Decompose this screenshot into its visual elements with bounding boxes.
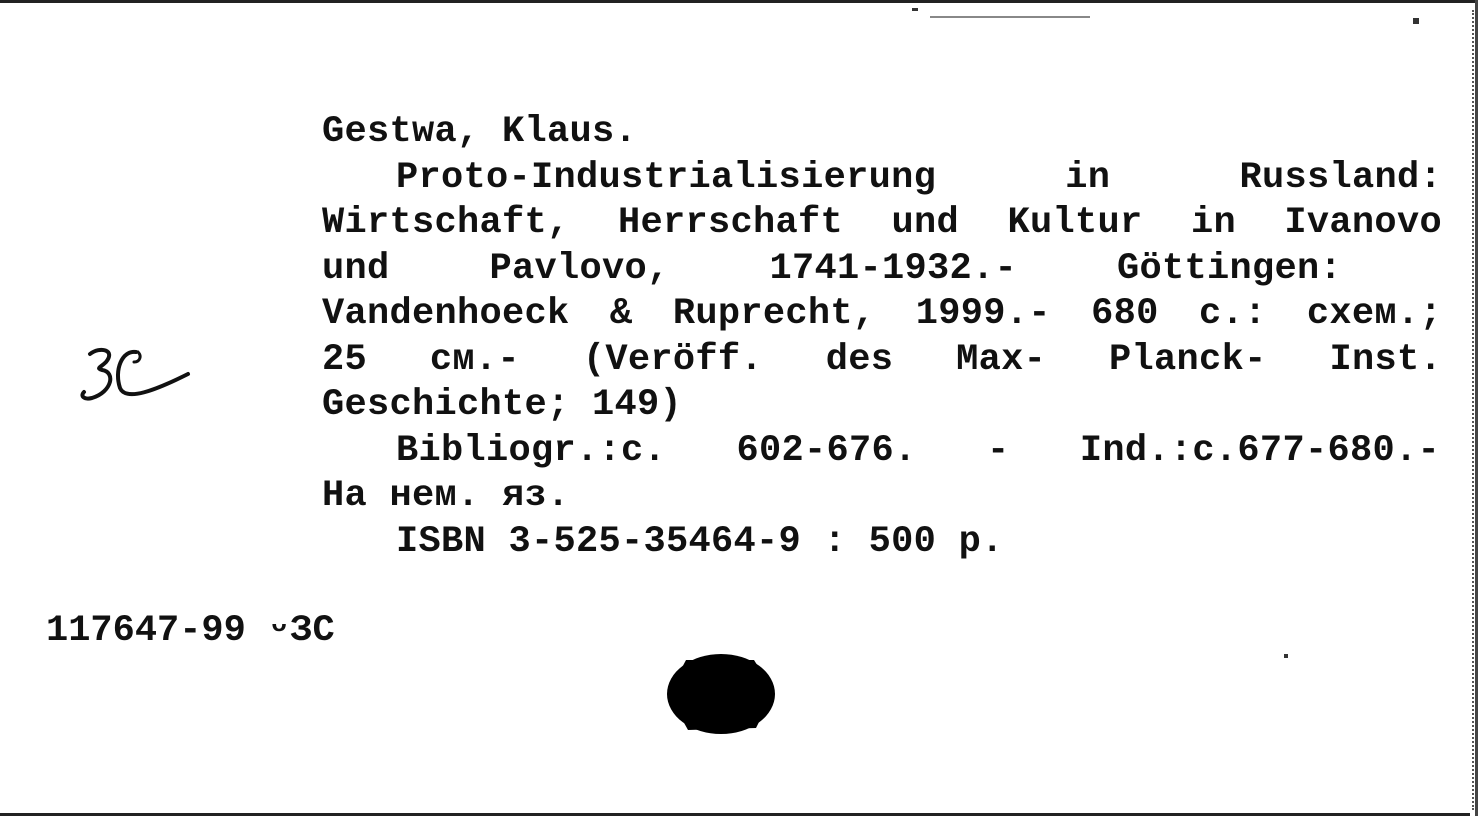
author-line	[322, 110, 1442, 156]
text-word: схем.;	[1306, 293, 1442, 335]
text-word: 602-676.	[736, 429, 917, 472]
text-word: des	[825, 338, 894, 381]
text-word: Ruprecht,	[672, 293, 876, 335]
text-word: Russland:	[1239, 156, 1442, 199]
text-word: Kultur	[1007, 202, 1143, 244]
text-word: Inst.	[1329, 338, 1442, 381]
speck	[930, 16, 1090, 18]
title-line-1	[322, 156, 1442, 202]
language-line	[322, 474, 1442, 520]
text-word: Bibliogr.:c.	[396, 429, 667, 472]
series-line-1	[322, 338, 1442, 384]
text-word: Geschichte; 149)	[322, 384, 683, 426]
card-top-edge	[0, 0, 1478, 3]
author-name: Gestwa, Klaus.	[322, 111, 638, 153]
punch-hole	[666, 652, 776, 736]
publisher-line	[322, 292, 1442, 338]
text-word: Ivanovo	[1284, 202, 1442, 244]
series-line-2	[322, 383, 1442, 429]
text-word: (Veröff.	[582, 338, 763, 381]
call-number: 117647-99 ᵕЗС	[46, 610, 335, 652]
speck	[1413, 18, 1419, 24]
isbn-text: ISBN 3-525-35464-9 : 500 р.	[396, 520, 1004, 563]
text-word: 1741-1932.-	[769, 247, 1017, 290]
text-word: Wirtschaft,	[322, 202, 570, 244]
isbn-line	[322, 520, 1442, 566]
text-word: Göttingen:	[1116, 247, 1342, 290]
card-body-text	[322, 110, 1442, 565]
text-word: -	[986, 429, 1010, 472]
text-word: 25	[322, 338, 368, 381]
text-word: 1999.-	[915, 293, 1051, 335]
text-word: с.:	[1199, 293, 1267, 335]
text-word: Pavlovo,	[489, 247, 670, 290]
notes-line	[322, 429, 1440, 475]
title-line-2	[322, 201, 1442, 247]
text-word: Ind.:c.677-680.-	[1079, 429, 1440, 472]
speck	[912, 8, 918, 11]
text-word: und	[891, 202, 960, 244]
speck	[1284, 654, 1288, 658]
text-word: in	[1065, 156, 1111, 199]
text-word: Vandenhoeck	[322, 293, 570, 335]
text-word: Planck-	[1109, 338, 1267, 381]
text-word: Herrschaft	[618, 202, 844, 244]
text-word: Proto-Industrialisierung	[396, 156, 937, 199]
handwritten-classification-mark	[76, 340, 196, 410]
text-word: und	[322, 247, 390, 290]
card-right-dotted-edge	[1472, 10, 1474, 810]
text-word: &	[609, 293, 633, 335]
text-word: in	[1190, 202, 1236, 244]
text-word: 680	[1091, 293, 1159, 335]
title-line-3	[322, 247, 1342, 293]
text-word: На нем. яз.	[322, 475, 570, 517]
text-word: Max-	[956, 338, 1047, 381]
text-word: см.-	[429, 338, 520, 381]
